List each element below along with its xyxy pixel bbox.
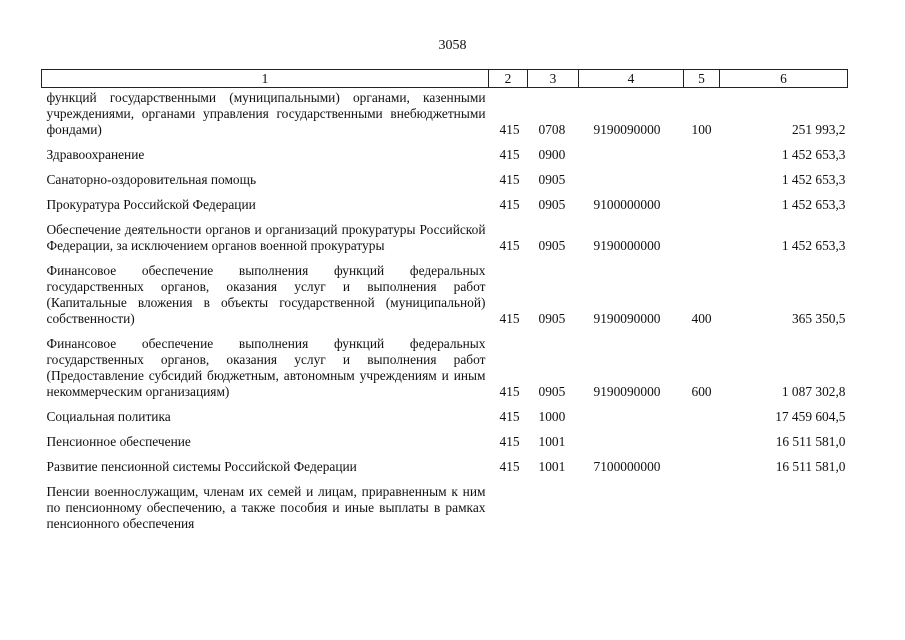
table-row [42,254,848,327]
column-header-6: 6 [720,70,848,88]
row-amount: 17 459 604,5 [775,409,846,424]
row-expense-type [684,188,720,213]
row-grbs: 415 [499,122,520,137]
row-section: 0905 [538,384,566,399]
row-expense-type: 100 [691,122,712,137]
row-grbs: 415 [499,197,520,212]
column-header-5: 5 [684,70,720,88]
row-expense-type [684,163,720,188]
row-section: 0708 [538,122,566,137]
row-grbs: 415 [499,238,520,253]
row-section: 0905 [538,238,566,253]
column-header-3: 3 [528,70,579,88]
row-amount: 365 350,5 [791,311,846,326]
row-target-article [579,400,684,425]
row-section: 0900 [538,147,566,162]
row-grbs: 415 [499,384,520,399]
row-target-article: 7100000000 [593,459,661,474]
row-amount: 1 452 653,3 [781,172,846,187]
row-expense-type [684,213,720,254]
row-target-article: 9190090000 [593,384,661,399]
row-amount: 251 993,2 [791,122,846,137]
row-name: Прокуратура Российской Федерации [46,197,256,212]
row-target-article: 9100000000 [593,197,661,212]
row-grbs: 415 [499,434,520,449]
row-name: Развитие пенсионной системы Российской Федерации [46,459,357,474]
row-section: 1001 [538,434,566,449]
row-name: Социальная политика [46,409,171,424]
row-target-article: 9190090000 [593,311,661,326]
table-row [42,425,848,450]
row-target-article [579,138,684,163]
row-expense-type [684,475,720,532]
row-expense-type: 600 [691,384,712,399]
row-name: Пенсионное обеспечение [46,434,191,449]
row-name: Обеспечение деятельности органов и организаций прокуратуры Российской Федерации, за исключением органов военной прокуратуры [46,222,486,253]
table-row [42,327,848,400]
row-target-article [579,163,684,188]
row-target-article [579,425,684,450]
table-row [42,213,848,254]
table-row [42,475,848,532]
row-name: Финансовое обеспечение выполнения функций федеральных государственных органов, оказания услуг и выполнения работ (Капитальные вложения в объекты государственной (муниципальной) собственности) [46,263,486,326]
row-expense-type [684,400,720,425]
row-expense-type [684,425,720,450]
row-target-article [579,475,684,532]
row-section: 1001 [538,459,566,474]
row-section: 0905 [538,172,566,187]
table-row [42,450,848,475]
row-section: 1000 [538,409,566,424]
row-grbs [489,475,528,532]
row-amount: 16 511 581,0 [775,459,846,474]
row-name: Санаторно-оздоровительная помощь [46,172,257,187]
row-amount: 1 087 302,8 [781,384,846,399]
row-expense-type [684,450,720,475]
row-target-article: 9190090000 [593,122,661,137]
row-amount [720,475,848,532]
row-amount: 1 452 653,3 [781,238,846,253]
row-grbs: 415 [499,311,520,326]
row-expense-type [684,138,720,163]
table-row [42,88,848,139]
table-row [42,188,848,213]
row-name: Здравоохранение [46,147,145,162]
table-header-row [42,70,848,88]
row-section [528,475,579,532]
page-number: 3058 [438,38,467,53]
row-name: функций государственными (муниципальными) органами, казенными учреждениями, органами управления государственными внебюджетными фондами) [46,90,486,137]
table-row [42,163,848,188]
column-header-2: 2 [489,70,528,88]
budget-table [41,69,848,532]
row-name: Финансовое обеспечение выполнения функций федеральных государственных органов, оказания услуг и выполнения работ (Предоставление субсидий бюджетным, автономным учреждениям и иным некоммерческим организациям) [46,336,486,399]
row-name: Пенсии военнослужащим, членам их семей и лицам, приравненным к ним по пенсионному обеспечению, а также пособия и иные выплаты в рамках пенсионного обеспечения [46,484,486,531]
row-grbs: 415 [499,172,520,187]
table-row [42,400,848,425]
row-section: 0905 [538,311,566,326]
row-amount: 16 511 581,0 [775,434,846,449]
row-target-article: 9190000000 [593,238,661,253]
row-amount: 1 452 653,3 [781,147,846,162]
row-grbs: 415 [499,409,520,424]
column-header-4: 4 [579,70,684,88]
column-header-1: 1 [42,70,489,88]
row-grbs: 415 [499,147,520,162]
row-expense-type: 400 [691,311,712,326]
row-amount: 1 452 653,3 [781,197,846,212]
row-section: 0905 [538,197,566,212]
table-row [42,138,848,163]
row-grbs: 415 [499,459,520,474]
